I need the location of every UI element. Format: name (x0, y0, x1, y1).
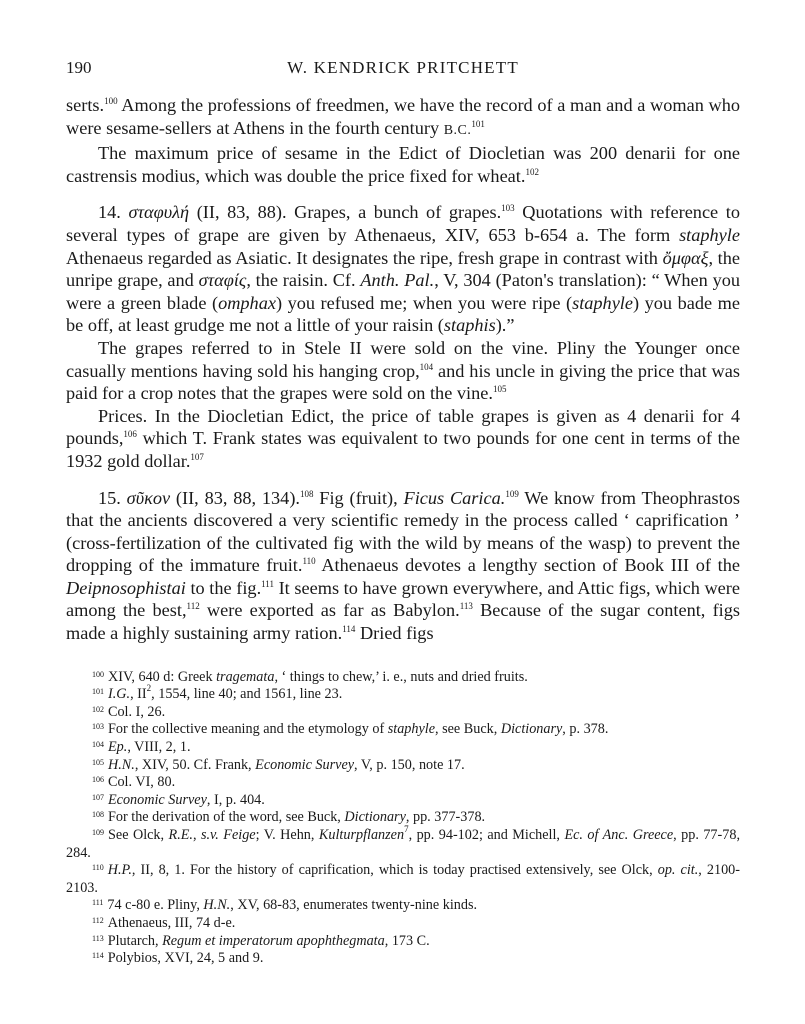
footnote: $^{105}$ H.N., XIV, 50. Cf. Frank, Economic Survey, V, p. 150, note 17. (92, 756, 465, 773)
footnote-ref[interactable]: 101 (471, 118, 485, 129)
paragraph: The maximum price of sesame in the Edict of Diocletian was 200 denarii for one castrensis modius, which was double the price fixed for wheat.$^{102}$ (66, 143, 740, 186)
footnote-ref[interactable]: 102 (525, 166, 539, 177)
body-text (66, 94, 740, 645)
footnote: $^{103}$ For the collective meaning and the etymology of staphyle, see Buck, Dictionary, p. 378. (92, 721, 609, 738)
section-15-paragraph: 15. σῦκον (II, 83, 88, 134).$^{108}$ Fig (fruit), Ficus Carica.$^{109}$ We know from Theophrastos that the ancients discovered a very scientific remedy in the process called ‘ caprification ’ (cross-fertilization of the cultivated fig with the wild by means of the wasp) to prevent the dropping of the immature fruit.$^{110}$ Athenaeus devotes a lengthy section of Book III of the Deipnosophistai to the fig.$^{111}$ It seems to have grown everywhere, and Attic figs, which were among the best,$^{112}$ were exported as far as Babylon.$^{113}$ Because of the sugar content, figs made a highly sustaining army ration.$^{114}$ Dried figs (66, 487, 740, 644)
footnote-ref[interactable]: 105 (492, 384, 507, 395)
footnote-ref[interactable]: 109 (505, 488, 519, 499)
footnote: $^{109}$ See Olck, R.E., s.v. Feige; V. Hehn, Kulturpflanzen$^7$, pp. 94-102; and Michell, Ec. of Anc. Greece, pp. 77-78, 284. (66, 824, 740, 861)
footnote-ref[interactable]: 106 (123, 429, 137, 440)
footnote: $^{101}$ I.G., $II^2$, 1554, line 40; and 1561, line 23. (92, 683, 343, 703)
footnote-ref[interactable]: 108 (299, 488, 314, 499)
footnote-ref[interactable]: 104 (419, 361, 434, 372)
footnote-ref[interactable]: 110 (302, 556, 316, 567)
footnote: $^{114}$ Polybios, XVI, 24, 5 and 9. (92, 950, 264, 967)
footnote: $^{102}$ Col. I, 26. (92, 703, 166, 720)
footnote-ref[interactable]: 103 (501, 203, 515, 214)
footnote: $^{107}$ Economic Survey, I, p. 404. (92, 791, 265, 808)
footnotes (66, 669, 740, 968)
footnote-ref[interactable]: 114 (342, 624, 356, 635)
footnote: $^{106}$ Col. VI, 80. (92, 774, 176, 791)
footnote-ref[interactable]: 107 (190, 451, 204, 462)
footnote-ref[interactable]: 100 (104, 96, 118, 106)
footnote: $^{100}$ XIV, 640 d: Greek tragemata, ‘ things to chew,’ i. e., nuts and dried fruits. (92, 668, 528, 685)
footnote: $^{110}$ H.P., II, 8, 1. For the history of caprification, which is today practised extensively, see Olck, op. cit., 2100-2103. (66, 862, 741, 896)
section-14-paragraph: 14. σταφυλή (II, 83, 88). Grapes, a bunch of grapes.$^{103}$ Quotations with reference to several types of grape are given by Athenaeus, XIV, 653 b-654 a. The form staphyle Athenaeus regarded as Asiatic. It designates the ripe, fresh grape in contrast with ὄμφαξ, the unripe grape, and σταφίς, the raisin. Cf. Anth. Pal., V, 304 (Paton's translation): “ When you were a green blade (omphax) you refused me; when you were ripe (staphyle) you bade me be off, at least grudge me not a little of your raisin (staphis).” (66, 202, 740, 336)
footnote-ref[interactable]: 111 (261, 578, 274, 589)
page-header (66, 58, 740, 84)
paragraph: The grapes referred to in Stele II were sold on the vine. Pliny the Younger once casually mentions having sold his hanging crop,$^{104}$ and his uncle in giving the price that was paid for a crop notes that the grapes were sold on the vine.$^{105}$ (66, 337, 740, 404)
footnote-ref[interactable]: 112 (186, 601, 200, 612)
paragraph: Prices. In the Diocletian Edict, the price of table grapes is given as 4 denarii for 4 pounds,$^{106}$ which T. Frank states was equivalent to two pounds for one cent in terms of the 1932 gold dollar.$^{107}$ (66, 405, 740, 471)
page (66, 58, 740, 968)
page-number: 190 (66, 58, 92, 77)
footnote-ref[interactable]: 113 (459, 601, 473, 612)
footnote: $^{112}$ Athenaeus, III, 74 d-e. (92, 914, 236, 931)
paragraph: serts.$^{100}$ Among the professions of freedmen, we have the record of a man and a woman who were sesame-sellers at Athens in the fourth century B.C.$^{101}$ (66, 95, 740, 138)
footnote: $^{111}$ 74 c-80 e. Pliny, H.N., XV, 68-83, enumerates twenty-nine kinds. (92, 897, 478, 914)
footnote: $^{108}$ For the derivation of the word, see Buck, Dictionary, pp. 377-378. (92, 809, 486, 826)
footnote: $^{113}$ Plutarch, Regum et imperatorum apophthegmata, 173 C. (92, 932, 430, 949)
footnote: $^{104}$ Ep., VIII, 2, 1. (92, 739, 191, 756)
running-title: W. KENDRICK PRITCHETT (287, 58, 519, 77)
